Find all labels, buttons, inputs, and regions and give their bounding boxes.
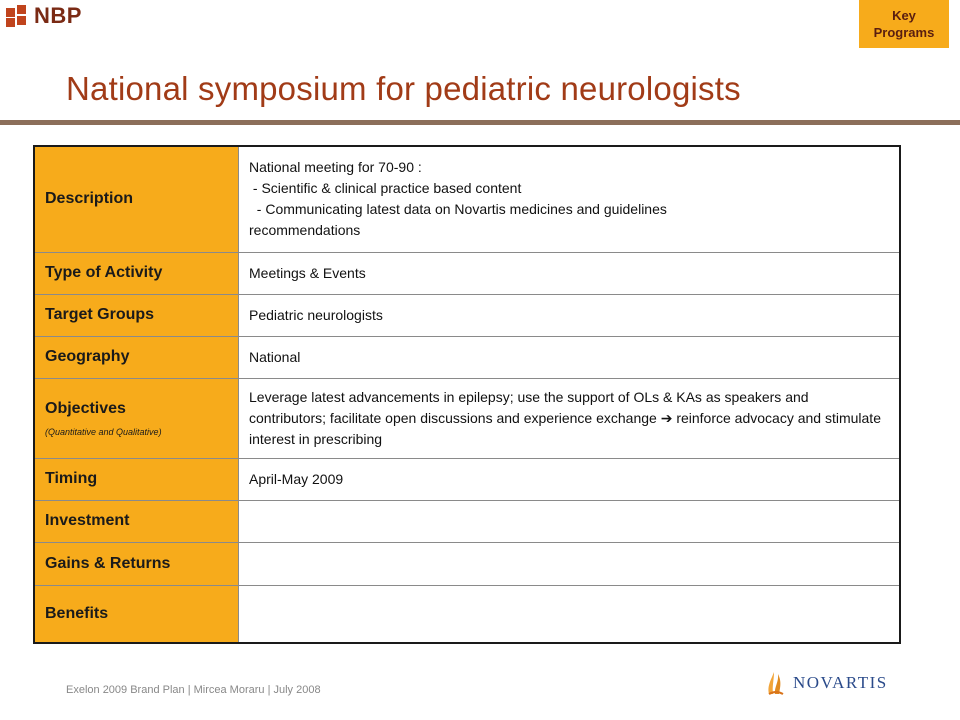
row-label: Benefits xyxy=(34,585,239,643)
row-value: Leverage latest advancements in epilepsy; use the support of OLs & KAs as speakers and contributors; facilitate open discussions and experience exchange ➔ reinforce advocacy and stimulate interest in prescribing xyxy=(239,378,901,458)
table-row xyxy=(34,585,900,643)
table-row xyxy=(34,336,900,378)
table-row xyxy=(34,378,900,458)
description-line: - Scientific & clinical practice based content xyxy=(249,180,522,197)
novartis-logo xyxy=(765,670,888,696)
program-info-table xyxy=(33,145,901,644)
row-label: Target Groups xyxy=(34,294,239,336)
row-label: Geography xyxy=(34,336,239,378)
table-row xyxy=(34,500,900,542)
row-label: Timing xyxy=(34,458,239,500)
row-value xyxy=(239,542,901,585)
description-line: National meeting for 70-90 : xyxy=(249,159,422,176)
nbp-logo-mark xyxy=(6,5,28,27)
row-sublabel: (Quantitative and Qualitative) xyxy=(45,426,162,437)
row-value xyxy=(239,585,901,643)
table-row xyxy=(34,146,900,252)
title-divider xyxy=(0,120,960,125)
row-label: Investment xyxy=(34,500,239,542)
badge-line-2: Programs xyxy=(873,25,935,40)
key-programs-badge xyxy=(859,0,949,48)
row-value xyxy=(239,500,901,542)
row-value: National xyxy=(239,336,901,378)
table-row xyxy=(34,542,900,585)
row-label: Type of Activity xyxy=(34,252,239,294)
description-line: recommendations xyxy=(249,222,361,239)
row-value: April-May 2009 xyxy=(239,458,901,500)
table-row xyxy=(34,458,900,500)
novartis-flame-icon xyxy=(765,670,787,696)
row-label: Objectives xyxy=(45,399,126,417)
table-row xyxy=(34,252,900,294)
row-label: Description xyxy=(34,146,239,252)
row-value: Meetings & Events xyxy=(239,252,901,294)
objectives-label-cell xyxy=(34,378,239,458)
description-value xyxy=(239,146,901,252)
table-row xyxy=(34,294,900,336)
footer-text: Exelon 2009 Brand Plan | Mircea Moraru | July 2008 xyxy=(66,684,321,696)
page-title: National symposium for pediatric neurologists xyxy=(66,70,741,107)
row-label: Gains & Returns xyxy=(34,542,239,585)
badge-line-1: Key xyxy=(892,8,916,23)
novartis-logo-text: NOVARTIS xyxy=(793,673,888,692)
row-value: Pediatric neurologists xyxy=(239,294,901,336)
nbp-logo-text: NBP xyxy=(34,3,82,28)
description-line: - Communicating latest data on Novartis medicines and guidelines xyxy=(249,201,667,218)
nbp-logo xyxy=(6,4,82,28)
